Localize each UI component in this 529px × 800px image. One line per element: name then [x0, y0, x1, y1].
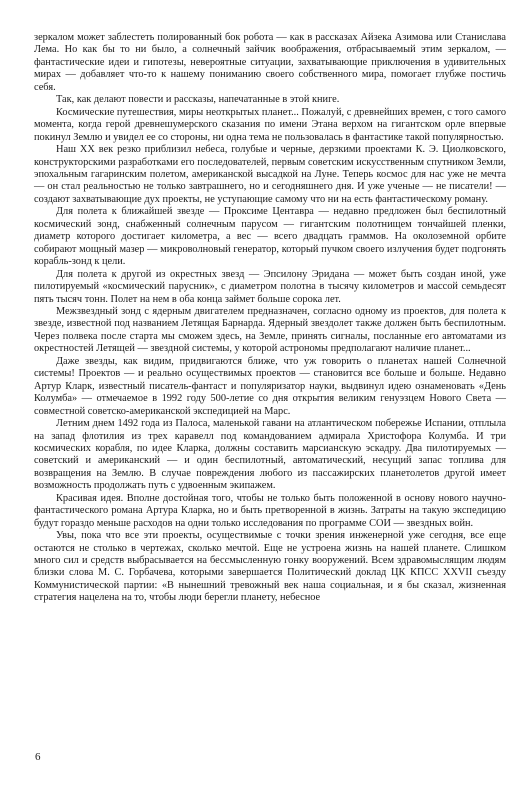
paragraph: Так, как делают повести и рассказы, напечатанные в этой книге. — [56, 94, 340, 106]
page-number: 6 — [35, 751, 41, 763]
paragraph: Для полета к ближайшей звезде — Проксиме Центавра — недавно предложен был беспилотный космический зонд, снабженный солнечным парусом — гигантским полотнищем тончайшей пленки, диаметр которого достигает километра, а вес — всего двадцать граммов. На околоземной орбите собирают мощный мазер — микроволновый генератор, который пучком своего излучения будет подгонять корабль-зонд к цели. — [34, 206, 506, 268]
paragraph: Увы, пока что все эти проекты, осуществимые с точки зрения инженерной уже сегодня, все еще остаются не столько в чертежах, сколько мечтой. Еще не устроена жизнь на нашей планете. Слишком много сил и средств выбрасывается на бессмысленную гонку вооружений. Всем здравомыслящим людям близки слова М. С. Горбачева, которыми завершается Политический доклад ЦК КПСС XXVII съезду Коммунистической партии: «В нынешний тревожный век наша социальная, и я бы сказал, жизненная стратегия нацелена на то, чтобы люди берегли планету, небесное — [34, 530, 506, 604]
paragraph: Красивая идея. Вполне достойная того, чтобы не только быть положенной в основу нового научно-фантастического романа Артура Кларка, но и быть претворенной в жизнь. Затраты на такую экспедицию будут гораздо меньше расходов на одни только исследования по программе СОИ — звездных войн. — [34, 492, 506, 529]
paragraph: Космические путешествия, миры неоткрытых планет... Пожалуй, с древнейших времен, с того самого момента, когда герой древнешумерского сказания по имени Этана верхом на гигантском орле впервые покинул Землю и увидел ее со стороны, ни одна тема не пользовалась в фантастике такой популярностью. — [34, 106, 506, 143]
paragraph: Для полета к другой из окрестных звезд — Эпсилону Эридана — может быть создан иной, уже пилотируемый «космический парусник», с диаметром полотна в тысячу километров и массой семьдесят пять тысяч тонн. Полет на нем в оба конца займет больше сорока лет. — [34, 268, 506, 305]
paragraph: Наш XX век резко приблизил небеса, голубые и черные, дерзкими проектами К. Э. Циолковского, конструкторскими разработками его последователей, первым советским искусственным спутником Земли, эпохальным гагаринским полетом, американской высадкой на Луне. Теперь космос для нас уже не мечта — он стал реальностью не только завтрашнего, но и сегодняшнего дня. И уже ученые — не писатели! — создают захватывающие дух проекты, не уступающие самому что ни на есть фантастическому роману. — [34, 144, 506, 205]
paragraph: зеркалом может заблестеть полированный бок робота — как в рассказах Айзека Азимова или Станислава Лема. Но как бы то ни было, а солнечный зайчик воображения, отбрасываемый этим зеркалом, — фантастические идеи и гипотезы, невероятные ситуации, захватывающие приключения в удивительных мирах — добавляет что-то к нашему пониманию своего собственного мира, помогает глубже постичь себя. — [34, 32, 506, 93]
paragraph: Межзвездный зонд с ядерным двигателем предназначен, согласно одному из проектов, для полета к звезде, известной под названием Летящая Барнарда. Ядерный звездолет также должен быть беспилотным. Через полвека после старта мы сможем здесь, на Земле, принять сигналы, посланные его автоматами из окрестностей Летящей — звездной системы, у которой астрономы предполагают наличие планет... — [34, 305, 506, 355]
page-body — [34, 32, 506, 605]
paragraph: Летним днем 1492 года из Палоса, маленькой гавани на атлантическом побережье Испании, отплыла на запад флотилия из трех каравелл под командованием адмирала Христофора Колумба. И три космических корабля, по идее Кларка, должны составить марсианскую эскадру. Два пилотируемых — советский и американский — и один беспилотный, автоматический, несущий запас топлива для возвращения на Землю. В случае повреждения любого из пассажирских планетолетов другой имеет возможность продолжать путь с удвоенным экипажем. — [34, 418, 506, 492]
paragraph: Даже звезды, как видим, придвигаются ближе, что уж говорить о планетах нашей Солнечной системы! Проектов — и реально осуществимых проектов — становится все больше и больше. Недавно Артур Кларк, известный писатель-фантаст и популяризатор науки, выдвинул идею ознаменовать «День Колумба» — отмечаемое в 1992 году 500-летие со дня открытия великим генуэзцем Нового Света — совместной советско-американской экспедицией на Марс. — [34, 355, 506, 417]
